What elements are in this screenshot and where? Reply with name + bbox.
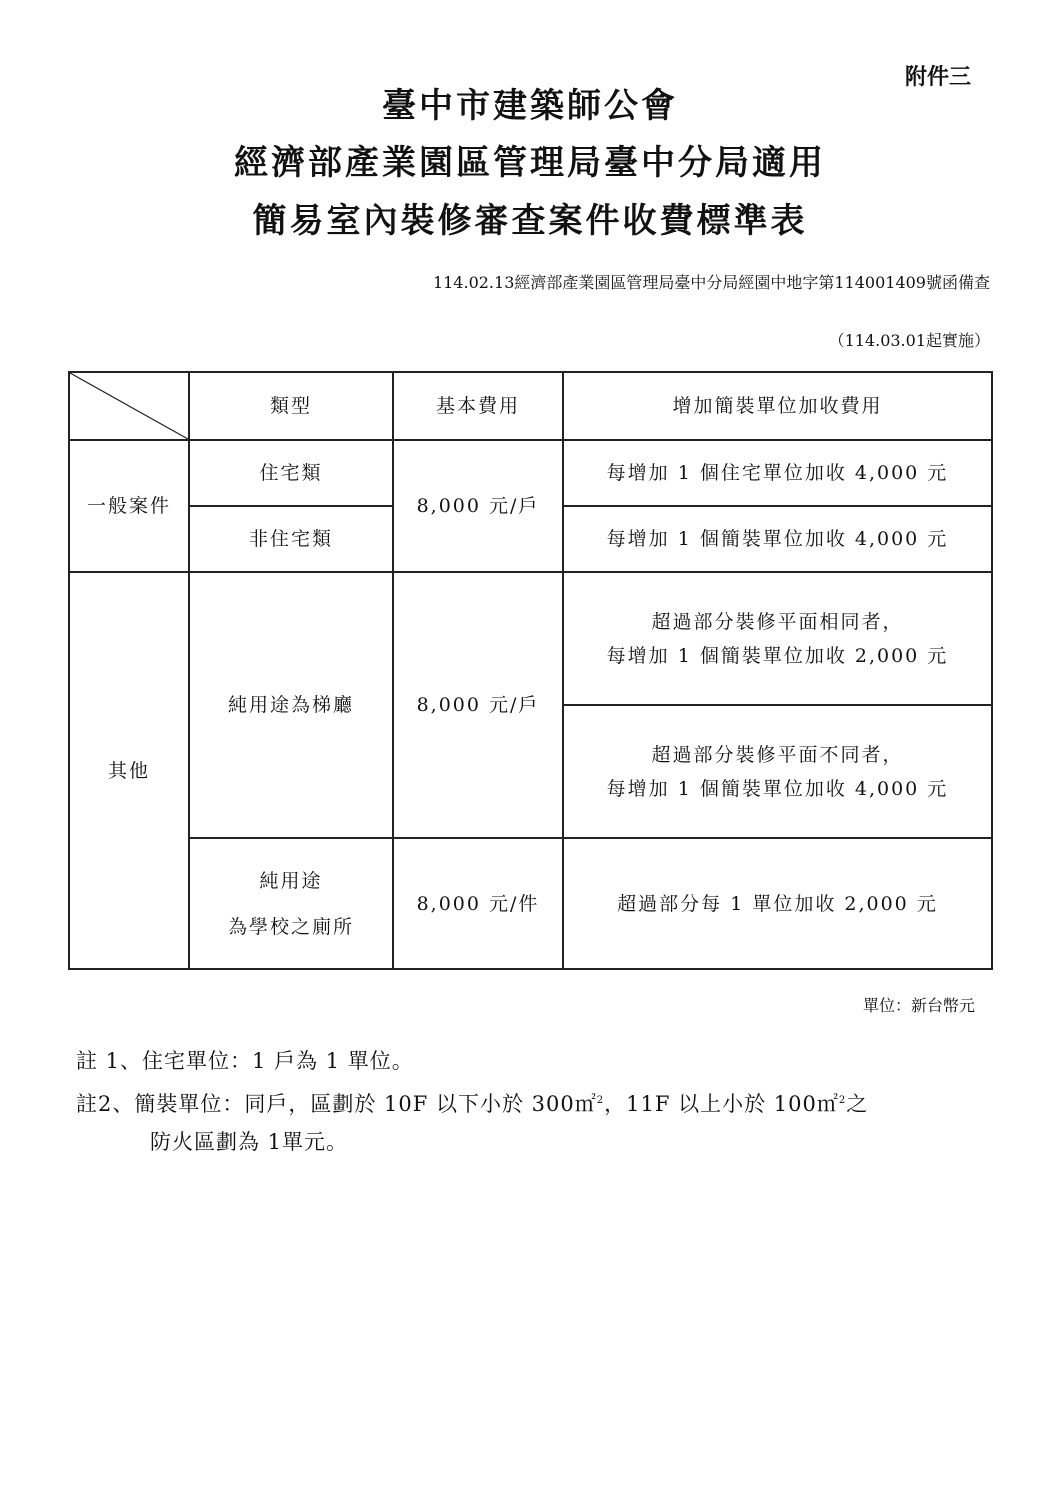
extra-fee-school-toilet: 超過部分每 1 單位加收 2,000 元 — [563, 838, 992, 969]
currency-unit-note: 單位：新台幣元 — [862, 996, 975, 1015]
type-non-residential: 非住宅類 — [189, 506, 393, 572]
base-fee-stair-hall: 8,000 元/戶 — [393, 572, 563, 838]
note-1: 註 1、住宅單位：1 戶為 1 單位。 — [76, 1049, 414, 1073]
title-line-3: 簡易室內裝修審查案件收費標準表 — [252, 201, 808, 241]
title-line-2: 經濟部產業園區管理局臺中分局適用 — [234, 143, 826, 183]
effective-date: （114.03.01起實施） — [828, 331, 990, 350]
note-2-continuation: 防火區劃為 1單元。 — [150, 1130, 349, 1154]
extra-fee-same-plan — [563, 572, 992, 705]
type-school-toilet-line1: 純用途 — [259, 869, 323, 892]
category-other: 其他 — [69, 572, 189, 969]
category-general: 一般案件 — [69, 440, 189, 572]
type-residential: 住宅類 — [189, 440, 393, 506]
table-row — [69, 838, 992, 969]
extra-fee-same-plan-line1: 超過部分裝修平面相同者， — [651, 610, 904, 633]
attachment-label: 附件三 — [905, 65, 972, 90]
reference-line: 114.02.13經濟部產業園區管理局臺中分局經園中地字第114001409號函備查 — [432, 273, 990, 292]
header-row — [69, 372, 992, 440]
diagonal-corner-cell — [69, 372, 189, 440]
diagonal-line — [70, 373, 188, 439]
type-stair-hall: 純用途為梯廳 — [189, 572, 393, 838]
fee-table — [68, 371, 993, 970]
header-type: 類型 — [189, 372, 393, 440]
base-fee-general: 8,000 元/戶 — [393, 440, 563, 572]
extra-fee-residential: 每增加 1 個住宅單位加收 4,000 元 — [563, 440, 992, 506]
note-2-superscript-1: 2 — [596, 1095, 605, 1106]
note-2-superscript-2: 2 — [838, 1095, 847, 1106]
note-2-part-a: 註2、簡裝單位：同戶，區劃於 10F 以下小於 300㎡ — [76, 1092, 597, 1116]
base-fee-school-toilet: 8,000 元/件 — [393, 838, 563, 969]
extra-fee-different-plan-line1: 超過部分裝修平面不同者， — [651, 743, 904, 766]
header-extra-fee: 增加簡裝單位加收費用 — [563, 372, 992, 440]
table-row — [69, 572, 992, 705]
type-school-toilet — [189, 838, 393, 969]
note-2-part-b: ，11F 以上小於 100㎡ — [604, 1092, 839, 1116]
header-base-fee: 基本費用 — [393, 372, 563, 440]
table-row — [69, 440, 992, 506]
type-school-toilet-line2: 為學校之廁所 — [227, 915, 354, 938]
extra-fee-different-plan-line2: 每增加 1 個簡裝單位加收 4,000 元 — [606, 777, 949, 800]
extra-fee-different-plan — [563, 705, 992, 838]
note-2-part-c: 之 — [846, 1092, 869, 1116]
extra-fee-same-plan-line2: 每增加 1 個簡裝單位加收 2,000 元 — [606, 644, 949, 667]
extra-fee-non-residential: 每增加 1 個簡裝單位加收 4,000 元 — [563, 506, 992, 572]
note-2 — [76, 1088, 868, 1118]
title-line-1: 臺中市建築師公會 — [382, 86, 678, 126]
